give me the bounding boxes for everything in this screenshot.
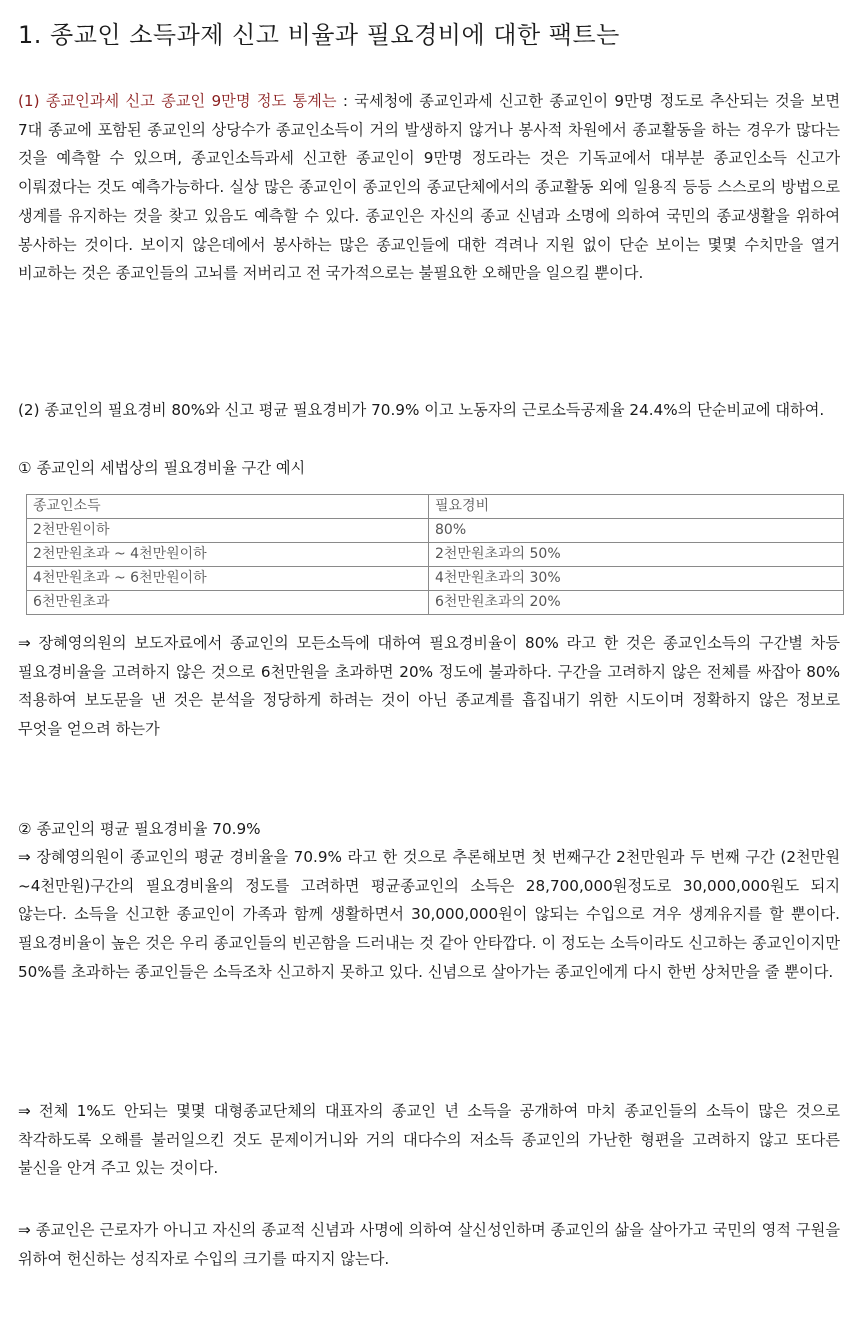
- section1-paragraph: [18, 87, 840, 288]
- item2-analysis: ⇒ 장혜영의원이 종교인의 평균 경비율을 70.9% 라고 한 것으로 추론해보면 첫 번째구간 2천만원과 두 번째 구간 (2천만원~4천만원)구간의 필요경비율의 정도를 고려하면 평균종교인의 소득은 28,700,000원정도로 30,000,000원도 되지 않는다. 소득을 신고한 종교인이 가족과 함께 생활하면서 30,000,000원이 않되는 수입으로 겨우 생계유지를 할 뿐이다. 필요경비율이 높은 것은 우리 종교인들의 빈곤함을 드러내는 것 같아 안타깝다. 이 정도는 소득이라도 신고하는 종교인이지만 50%를 초과하는 종교인들은 소득조차 신고하지 못하고 있다. 신념으로 살아가는 종교인에게 다시 한번 상처만을 줄 뿐이다.: [18, 848, 840, 981]
- table-cell-expense: 6천만원초과의 20%: [429, 591, 844, 615]
- item1-heading: ① 종교인의 세법상의 필요경비율 구간 예시: [18, 459, 306, 477]
- item2-heading: ② 종교인의 평균 필요경비율 70.9%: [18, 820, 261, 838]
- note-clergy-role: ⇒ 종교인은 근로자가 아니고 자신의 종교적 신념과 사명에 의하여 살신성인하며 종교인의 삶을 살아가고 국민의 영적 구원을 위하여 헌신하는 성직자로 수입의 크기를 따지지 않는다.: [18, 1221, 840, 1268]
- section1-body: 국세청에 종교인과세 신고한 종교인이 9만명 정도로 추산되는 것을 보면 7대 종교에 포함된 종교인의 상당수가 종교인소득이 거의 발생하지 않거나 봉사적 차원에서 종교활동을 하는 경우가 많다는 것을 예측할 수 있으며, 종교인소득과세 신고한 종교인이 9만명 정도라는 것은 기독교에서 대부분 종교인소득 신고가 이뤄졌다는 것도 예측가능하다. 실상 많은 종교인이 종교인의 종교단체에서의 종교활동 외에 일용직 등등 스스로의 방법으로 생계를 유지하는 것을 찾고 있음도 예측할 수 있다. 종교인은 자신의 종교 신념과 소명에 의하여 국민의 종교생활을 위하여 봉사하는 것이다. 보이지 않은데에서 봉사하는 많은 종교인들에 대한 격려나 지원 없이 단순 보이는 몇몇 수치만을 열거 비교하는 것은 종교인들의 고뇌를 저버리고 전 국가적으로는 불필요한 오해만을 일으킬 뿐이다.: [18, 92, 840, 283]
- expense-rate-table: [26, 494, 844, 615]
- table-cell-expense: 2천만원초과의 50%: [429, 543, 844, 567]
- table-cell-income: 4천만원초과 ~ 6천만원이하: [27, 567, 429, 591]
- table-row: [27, 543, 844, 567]
- table-cell-income: 6천만원초과: [27, 591, 429, 615]
- section1-separator: :: [336, 92, 355, 110]
- table-cell-income: 2천만원초과 ~ 4천만원이하: [27, 543, 429, 567]
- table-cell-expense: 4천만원초과의 30%: [429, 567, 844, 591]
- table-cell-income: 2천만원이하: [27, 519, 429, 543]
- table-header-expense: 필요경비: [429, 495, 844, 519]
- note-large-organizations: ⇒ 전체 1%도 안되는 몇몇 대형종교단체의 대표자의 종교인 년 소득을 공개하여 마치 종교인들의 소득이 많은 것으로 착각하도록 오해를 불러일으킨 것도 문제이거니와 거의 대다수의 저소득 종교인의 가난한 형편을 고려하지 않고 또다른 불신을 안겨 주고 있는 것이다.: [18, 1102, 840, 1178]
- item1-analysis: ⇒ 장혜영의원의 보도자료에서 종교인의 모든소득에 대하여 필요경비율이 80% 라고 한 것은 종교인소득의 구간별 차등 필요경비율을 고려하지 않은 것으로 6천만원을 초과하면 20% 정도에 불과하다. 구간을 고려하지 않은 전체를 싸잡아 80% 적용하여 보도문을 낸 것은 분석을 정당하게 하려는 것이 아닌 종교계를 흡집내기 위한 시도이며 정확하지 않은 정보로 무엇을 얻으려 하는가: [18, 634, 840, 739]
- table-row: [27, 591, 844, 615]
- document-title: 1. 종교인 소득과제 신고 비율과 필요경비에 대한 팩트는: [18, 21, 620, 49]
- table-cell-expense: 80%: [429, 519, 844, 543]
- table-row: [27, 567, 844, 591]
- section2-heading: (2) 종교인의 필요경비 80%와 신고 평균 필요경비가 70.9% 이고 노동자의 근로소득공제율 24.4%의 단순비교에 대하여.: [18, 401, 825, 419]
- table-row: [27, 519, 844, 543]
- table-header-income: 종교인소득: [27, 495, 429, 519]
- section1-heading: (1) 종교인과세 신고 종교인 9만명 정도 통계는: [18, 92, 337, 110]
- table-header-row: [27, 495, 844, 519]
